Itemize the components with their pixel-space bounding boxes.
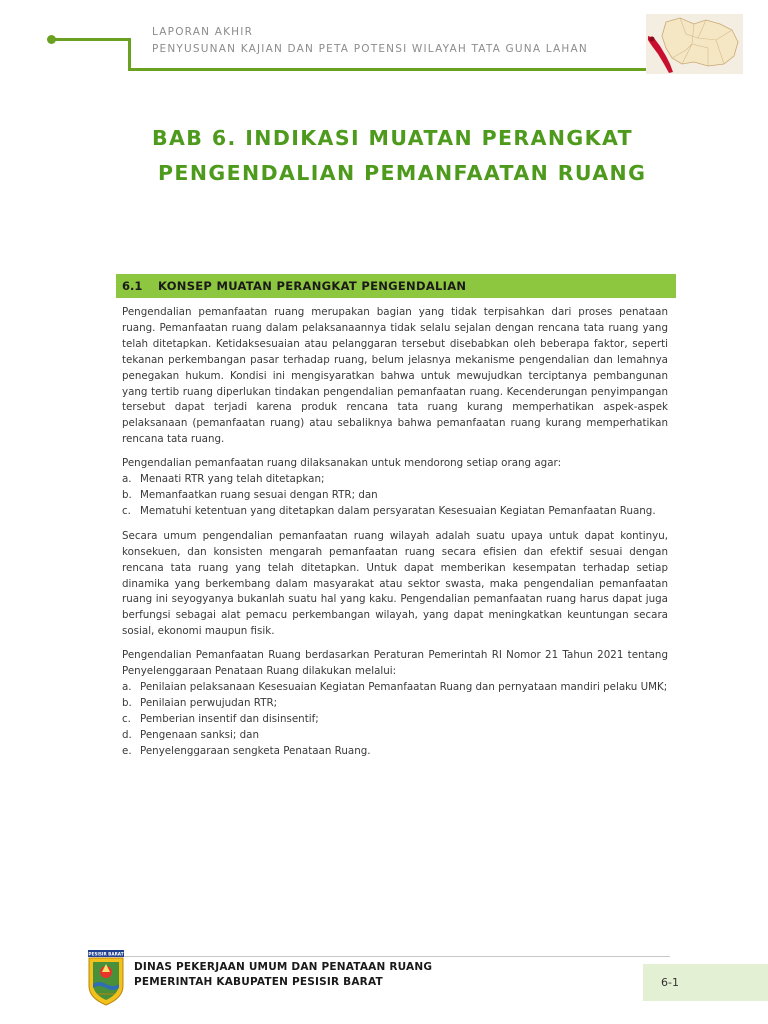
list-item: c. Mematuhi ketentuan yang ditetapkan dalam persyaratan Kesesuaian Kegiatan Pemanfaatan Ruang. bbox=[122, 504, 656, 517]
footer-agency-line1: DINAS PEKERJAAN UMUM DAN PENATAAN RUANG bbox=[134, 961, 433, 973]
list-objectives bbox=[122, 472, 668, 520]
report-title: PENYUSUNAN KAJIAN DAN PETA POTENSI WILAYAH TATA GUNA LAHAN bbox=[152, 43, 588, 55]
regency-emblem-icon bbox=[86, 950, 126, 1006]
header-rule-bottom bbox=[128, 68, 646, 71]
body-text bbox=[122, 305, 668, 768]
footer-agency bbox=[134, 960, 432, 990]
paragraph-1: Pengendalian pemanfaatan ruang merupakan bagian yang tidak terpisahkan dari proses penataan ruang. Pemanfaatan ruang dalam pelaksanaannya tidak selalu sejalan dengan rencana tata ruang yang telah ditetapkan. Ketidaksesuaian atau pelanggaran tersebut disebabkan oleh beberapa faktor, seperti tekanan perkembangan pasar terhadap ruang, belum jelasnya mekanisme pengendalian dan lemahnya penegakan hukum. Kondisi ini mengisyaratkan bahwa untuk mewujudkan terciptanya pembangunan yang tertib ruang diperlukan tindakan pengendalian pemanfaatan ruang. Kecenderungan penyimpangan tersebut dapat terjadi karena produk rencana tata ruang kurang memperhatikan aspek-aspek pelaksanaan (pemanfaatan ruang) atau sebaliknya bahwa pemanfaatan ruang kurang memperhatikan rencana tata ruang. bbox=[122, 306, 668, 446]
chapter-title-line2: PENGENDALIAN PEMANFAATAN RUANG bbox=[158, 161, 647, 185]
footer-rule bbox=[122, 956, 670, 957]
list-control-mechanisms bbox=[122, 680, 668, 760]
section-heading-bar bbox=[116, 274, 676, 298]
list-item: d. Pengenaan sanksi; dan bbox=[122, 728, 260, 741]
list-item: a. Penilaian pelaksanaan Kesesuaian Kegiatan Pemanfaatan Ruang dan pernyataan mandiri pelaku UMK; bbox=[122, 680, 668, 693]
header-rule-horizontal bbox=[52, 38, 130, 41]
list-item: a. Menaati RTR yang telah ditetapkan; bbox=[122, 473, 325, 486]
section-number: 6.1 bbox=[122, 279, 143, 293]
paragraph-4: Pengendalian Pemanfaatan Ruang berdasarkan Peraturan Pemerintah RI Nomor 21 Tahun 2021 tentang Penyelenggaraan Penataan Ruang dilakukan melalui: bbox=[122, 649, 668, 678]
list-item: b. Penilaian perwujudan RTR; bbox=[122, 696, 278, 709]
report-type: LAPORAN AKHIR bbox=[152, 26, 254, 38]
regional-map-icon bbox=[646, 14, 743, 74]
running-header bbox=[152, 24, 588, 58]
paragraph-3: Secara umum pengendalian pemanfaatan ruang wilayah adalah suatu upaya untuk dapat kontinyu, konsekuen, dan konsisten mengarah pemanfaatan ruang secara efisien dan efektif sesuai dengan rencana tata ruang yang telah ditetapkan. Untuk dapat memberikan kesempatan terhadap setiap dinamika yang berkembang dalam masyarakat atau sektor swasta, maka pengendalian pemanfaatan ruang ini seyogyanya bukanlah suatu hal yang kaku. Pengendalian pemanfaatan ruang harus dapat juga berfungsi sebagai alat pemacu perkembangan wilayah, yang dapat meningkatkan keuntungan secara sosial, ekonomi maupun fisik. bbox=[122, 529, 668, 638]
list-item: c. Pemberian insentif dan disinsentif; bbox=[122, 712, 319, 725]
chapter-title bbox=[152, 121, 646, 191]
svg-text:PESISIR BARAT: PESISIR BARAT bbox=[88, 951, 124, 957]
header-rule-vertical bbox=[128, 38, 131, 71]
list-item: b. Memanfaatkan ruang sesuai dengan RTR; dan bbox=[122, 488, 378, 501]
list-item: e. Penyelenggaraan sengketa Penataan Ruang. bbox=[122, 744, 371, 757]
paragraph-2: Pengendalian pemanfaatan ruang dilaksanakan untuk mendorong setiap orang agar: bbox=[122, 457, 562, 470]
footer-agency-line2: PEMERINTAH KABUPATEN PESISIR BARAT bbox=[134, 976, 383, 988]
page-number-box bbox=[643, 964, 768, 1001]
page-number: 6-1 bbox=[661, 976, 679, 989]
chapter-title-line1: BAB 6. INDIKASI MUATAN PERANGKAT bbox=[152, 126, 633, 150]
section-title: KONSEP MUATAN PERANGKAT PENGENDALIAN bbox=[158, 279, 467, 293]
